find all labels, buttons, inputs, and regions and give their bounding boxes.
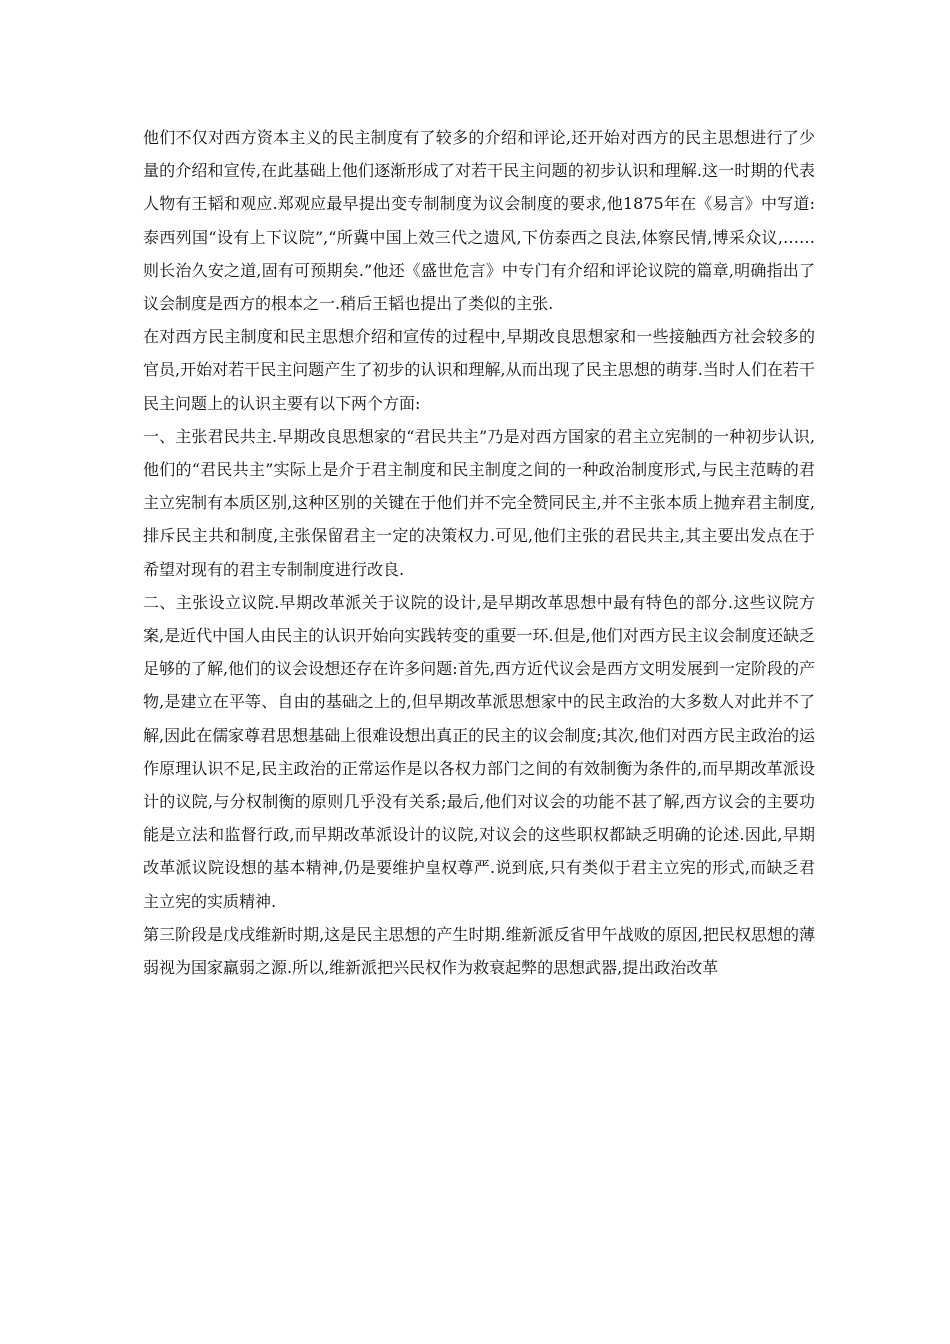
document-body [143,121,815,984]
paragraph-4: 二、主张设立议院.早期改革派关于议院的设计,是早期改革思想中最有特色的部分.这些议院方案,是近代中国人由民主的认识开始向实践转变的重要一环.但是,他们对西方民主议会制度还缺乏足够的了解,他们的议会设想还存在许多问题:首先,西方近代议会是西方文明发展到一定阶段的产物,是建立在平等、自由的基础之上的,但早期改革派思想家中的民主政治的大多数人对此并不了解,因此在儒家尊君思想基础上很难设想出真正的民主的议会制度;其次,他们对西方民主政治的运作原理认识不足,民主政治的正常运作是以各权力部门之间的有效制衡为条件的,而早期改革派设计的议院,与分权制衡的原则几乎没有关系;最后,他们对议会的功能不甚了解,西方议会的主要功能是立法和监督行政,而早期改革派设计的议院,对议会的这些职权都缺乏明确的论述.因此,早期改革派议院设想的基本精神,仍是要维护皇权尊严.说到底,只有类似于君主立宪的形式,而缺乏君主立宪的实质精神. [143,592,815,911]
paragraph-1: 他们不仅对西方资本主义的民主制度有了较多的介绍和评论,还开始对西方的民主思想进行了少量的介绍和宣传,在此基础上他们逐渐形成了对若干民主问题的初步认识和理解.这一时期的代表人物有王韬和观应.郑观应最早提出变专制制度为议会制度的要求,他1875年在《易言》中写道:泰西列国“设有上下议院”,“所冀中国上效三代之遗风,下仿泰西之良法,体察民情,博采众议,……则长治久安之道,固有可预期矣.”他还《盛世危言》中专门有介绍和评论议院的篇章,明确指出了议会制度是西方的根本之一.稍后王韬也提出了类似的主张. [143,128,815,314]
paragraph-3: 一、主张君民共主.早期改良思想家的“君民共主”乃是对西方国家的君主立宪制的一种初步认识,他们的“君民共主”实际上是介于君主制度和民主制度之间的一种政治制度形式,与民主范畴的君主立宪制有本质区别,这种区别的关键在于他们并不完全赞同民主,并不主张本质上抛弃君主制度,排斥民主共和制度,主张保留君主一定的决策权力.可见,他们主张的君民共主,其主要出发点在于希望对现有的君主专制制度进行改良. [143,426,815,579]
paragraph-2: 在对西方民主制度和民主思想介绍和宣传的过程中,早期改良思想家和一些接触西方社会较多的官员,开始对若干民主问题产生了初步的认识和理解,从而出现了民主思想的萌芽.当时人们在若干民主问题上的认识主要有以下两个方面: [143,327,815,413]
paragraph-5: 第三阶段是戊戌维新时期,这是民主思想的产生时期.维新派反省甲午战败的原因,把民权思想的薄弱视为国家羸弱之源.所以,维新派把兴民权作为救衰起弊的思想武器,提出政治改革 [143,924,815,978]
